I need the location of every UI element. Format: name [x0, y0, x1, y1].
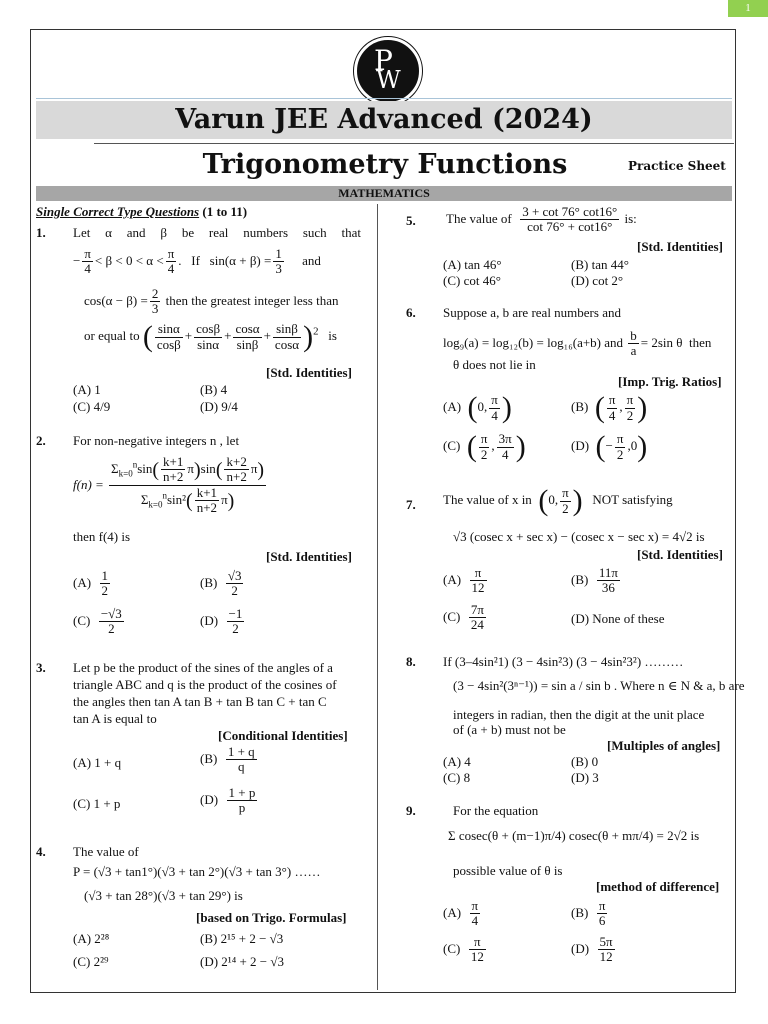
q2-option-d: (D) $\frac{-1}{2}$ — [200, 606, 243, 637]
q9-option-b: (B) $\frac{\pi}{6}$ — [571, 898, 606, 929]
q1-tag: [Std. Identities] — [266, 365, 352, 380]
q3-line2: triangle ABC and q is the product of the cosines of — [73, 677, 337, 692]
q9-tag: [method of difference] — [596, 879, 720, 894]
q6-line2: log₉(a) = log₁₂(b) = log₁₆(a+b) and $\frac{b}{a}$ = 2sin θ then — [443, 328, 712, 359]
q2-tag: [Std. Identities] — [266, 549, 352, 564]
q6-tag: [Imp. Trig. Ratios] — [618, 374, 722, 389]
section-heading: Single Correct Type Questions (1 to 11) — [36, 204, 248, 219]
q1-condition: − $\frac{\pi}{4}$ < β < 0 < α < $\frac{\pi}{4}$ . If sin(α + β) = $\frac{1}{3}$ and — [73, 246, 321, 277]
q7-option-c: (C) $\frac{7\pi}{24}$ — [443, 602, 484, 633]
q8-line2: (3 − 4sin²(3ⁿ⁻¹)) = sin a / sin b . Where n ∈ N & a, b are — [453, 678, 745, 693]
q2-then: then f(4) is — [73, 529, 131, 544]
q2-option-c: (C) $\frac{-√3}{2}$ — [73, 606, 122, 637]
q5-option-c: (C) cot 46° — [443, 273, 501, 288]
topic-title: Trigonometry Functions — [202, 149, 568, 180]
q1-line3: cos(α − β) = $\frac{2}{3}$ then the greatest integer less than — [84, 286, 339, 317]
q3-line1: Let p be the product of the sines of the angles of a — [73, 660, 333, 675]
q3-option-d: (D) $\frac{1 + p}{p}$ — [200, 785, 256, 816]
q8-tag: [Multiples of angles] — [607, 738, 721, 753]
q8-line4: of (a + b) must not be — [453, 722, 566, 737]
q4-line1: The value of — [73, 844, 139, 859]
q2-option-a: (A) $\frac{1}{2}$ — [73, 568, 109, 599]
q4-tag: [based on Trigo. Formulas] — [196, 910, 347, 925]
q8-option-c: (C) 8 — [443, 770, 471, 785]
q2-function: f(n) = $\Sigma_{k=0}^n\sin$( $\frac{k+1}{n+2}$ π)sin( $\frac{k+2}{n+2}$ π) $\Sigma_{k=0}^n\sin^2$( $\frac{k+1}{n+2}$ π) — [73, 454, 265, 515]
q2-line1: For non-negative integers n , let — [73, 433, 240, 448]
q9-line3: possible value of θ is — [453, 863, 563, 878]
practice-sheet-tag: Practice Sheet — [628, 159, 726, 173]
q3-tag: [Conditional Identities] — [218, 728, 348, 743]
q6-line1: Suppose a, b are real numbers and — [443, 305, 621, 320]
q3-number: 3. — [36, 660, 46, 675]
q9-option-c: (C) $\frac{\pi}{12}$ — [443, 934, 484, 965]
q9-option-a: (A) $\frac{\pi}{4}$ — [443, 898, 479, 929]
q8-option-b: (B) 0 — [571, 754, 599, 769]
q7-number: 7. — [406, 497, 416, 512]
q4-option-d: (D) 2¹⁴ + 2 − √3 — [200, 954, 285, 969]
q1-expression: or equal to ( $\frac{\sin\alpha}{\cos\beta}$ + $\frac{\cos\beta}{\sin\alpha}$ + $\frac{\cos\alpha}{\sin\beta}$ + $\frac{\sin\beta}{\cos\alpha}$ )$^2$ is — [84, 320, 337, 353]
q1-option-b: (B) 4 — [200, 382, 228, 397]
q5-option-a: (A) tan 46° — [443, 257, 502, 272]
q4-option-b: (B) 2¹⁵ + 2 − √3 — [200, 931, 284, 946]
q6-number: 6. — [406, 305, 416, 320]
q5-option-b: (B) tan 44° — [571, 257, 629, 272]
q4-option-c: (C) 2²⁹ — [73, 954, 109, 969]
q6-option-a: (A) (0, $\frac{\pi}{4}$ ) — [443, 391, 512, 424]
q2-option-b: (B) $\frac{√3}{2}$ — [200, 568, 242, 599]
q9-number: 9. — [406, 803, 416, 818]
q5-line1: The value of $\frac{3 + \cot 76^\circ \cot 16^\circ}{\cot 76^\circ + \cot 16^\circ}$ is: — [446, 204, 637, 235]
q4-option-a: (A) 2²⁸ — [73, 931, 110, 946]
q6-option-d: (D) (− $\frac{\pi}{2}$ ,0) — [571, 430, 648, 463]
q8-option-d: (D) 3 — [571, 770, 599, 785]
page-number: 1 — [728, 0, 768, 17]
q4-line3: (√3 + tan 28°)(√3 + tan 29°) is — [84, 888, 243, 903]
q1-line1: Let α and β be real numbers such that — [73, 225, 361, 240]
q2-number: 2. — [36, 433, 46, 448]
q3-option-a: (A) 1 + q — [73, 755, 122, 770]
q9-equation: Σ cosec(θ + (m−1)π/4) cosec(θ + mπ/4) = 2√2 is — [448, 828, 700, 843]
q1-number: 1. — [36, 225, 46, 240]
subject-bar: MATHEMATICS — [36, 186, 732, 201]
q3-line3: the angles then tan A tan B + tan B tan C + tan C — [73, 694, 327, 709]
q7-tag: [Std. Identities] — [637, 547, 723, 562]
q5-option-d: (D) cot 2° — [571, 273, 624, 288]
pw-logo: P W — [354, 37, 422, 105]
q5-number: 5. — [406, 213, 416, 228]
q7-option-d: (D) None of these — [571, 611, 665, 626]
column-divider — [377, 204, 378, 990]
q3-option-b: (B) $\frac{1 + q}{q}$ — [200, 744, 255, 775]
q5-tag: [Std. Identities] — [637, 239, 723, 254]
q3-line4: tan A is equal to — [73, 711, 157, 726]
q1-option-c: (C) 4/9 — [73, 399, 111, 414]
q7-equation: √3 (cosec x + sec x) − (cosec x − sec x) = 4√2 is — [453, 529, 705, 544]
q8-line3: integers in radian, then the digit at the unit place — [453, 707, 705, 722]
q7-option-b: (B) $\frac{11\pi}{36}$ — [571, 565, 618, 596]
header-rule-mid — [94, 143, 734, 144]
q8-option-a: (A) 4 — [443, 754, 471, 769]
q8-number: 8. — [406, 654, 416, 669]
q3-option-c: (C) 1 + p — [73, 796, 121, 811]
q9-option-d: (D) $\frac{5\pi}{12}$ — [571, 934, 613, 965]
header-rule-top — [36, 98, 732, 99]
q1-option-d: (D) 9/4 — [200, 399, 238, 414]
q7-option-a: (A) $\frac{\pi}{12}$ — [443, 565, 485, 596]
q9-line1: For the equation — [453, 803, 539, 818]
q7-line1: The value of x in (0, $\frac{\pi}{2}$ ) NOT satisfying — [443, 484, 673, 517]
q8-line1: If (3–4sin²1) (3 − 4sin²3) (3 − 4sin²3²) ……… — [443, 654, 684, 669]
q4-line2: P = (√3 + tan1°)(√3 + tan 2°)(√3 + tan 3°) …… — [73, 864, 321, 879]
q6-option-c: (C) ( $\frac{\pi}{2}$ , $\frac{3\pi}{4}$ ) — [443, 430, 526, 463]
q4-number: 4. — [36, 844, 46, 859]
sheet-title: Varun JEE Advanced (2024) — [36, 101, 732, 139]
q1-option-a: (A) 1 — [73, 382, 101, 397]
q6-line3: θ does not lie in — [453, 357, 536, 372]
q6-option-b: (B) ( $\frac{\pi}{4}$ , $\frac{\pi}{2}$ ) — [571, 391, 648, 424]
